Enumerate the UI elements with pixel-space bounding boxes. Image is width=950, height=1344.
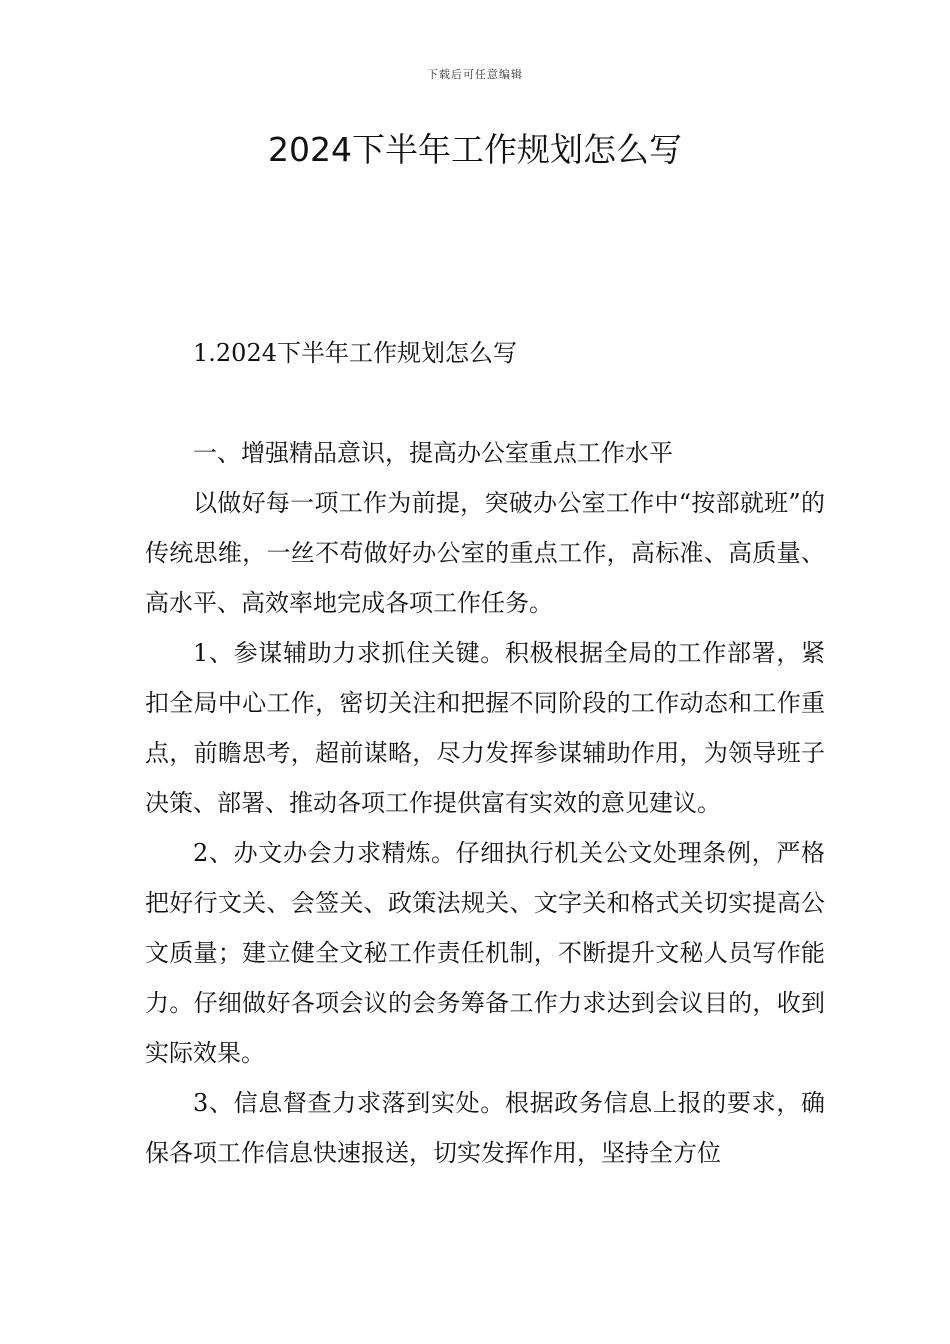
paragraph-subtitle: 1.2024下半年工作规划怎么写 — [193, 339, 517, 367]
paragraph-item-1: 1、参谋辅助力求抓住关键。积极根据全局的工作部署，紧扣全局中心工作，密切关注和把握不同阶段的工作动态和工作重点，前瞻思考，超前谋略，尽力发挥参谋辅助作用，为领导班子决策、部署、推动各项工作提供富有实效的意见建议。 — [145, 639, 825, 817]
document-title: 2024下半年工作规划怎么写 — [268, 130, 682, 169]
paragraph-item-2: 2、办文办会力求精炼。仔细执行机关公文处理条例，严格把好行文关、会签关、政策法规关、文字关和格式关切实提高公文质量；建立健全文秘工作责任机制，不断提升文秘人员写作能力。仔细做好各项会议的会务筹备工作力求达到会议目的，收到实际效果。 — [145, 839, 825, 1067]
paragraph-item-3: 3、信息督查力求落到实处。根据政务信息上报的要求，确保各项工作信息快速报送，切实发挥作用，坚持全方位 — [145, 1089, 825, 1167]
document-body — [145, 328, 825, 1178]
header-note: 下载后可任意编辑 — [427, 68, 523, 81]
paragraph-intro: 以做好每一项工作为前提，突破办公室工作中“按部就班”的传统思维，一丝不苟做好办公室的重点工作，高标准、高质量、高水平、高效率地完成各项工作任务。 — [145, 489, 825, 617]
paragraph-section-heading: 一、增强精品意识，提高办公室重点工作水平 — [193, 439, 673, 467]
